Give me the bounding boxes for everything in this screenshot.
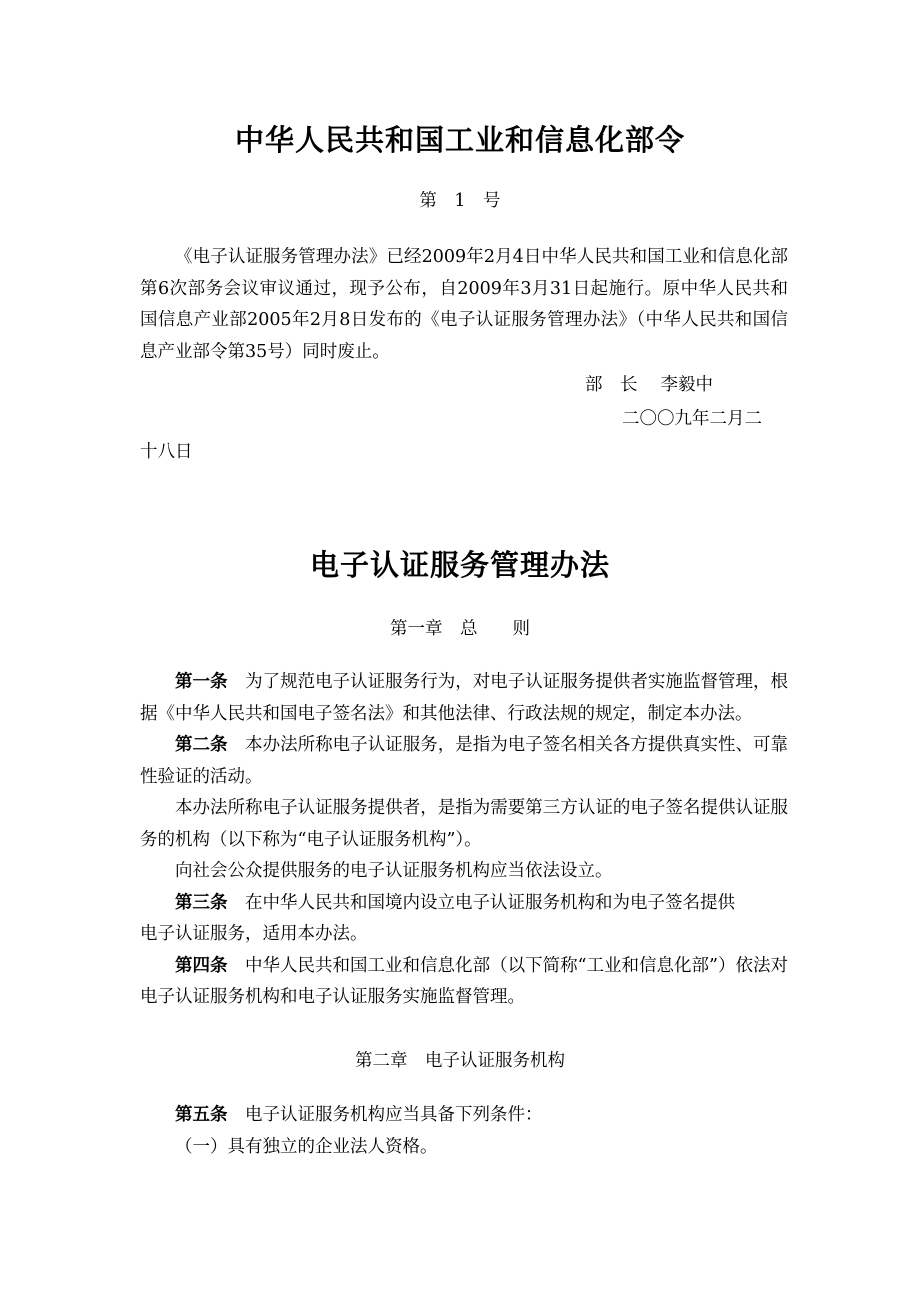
article-5-text: 电子认证服务机构应当具备下列条件： — [245, 1105, 543, 1125]
article-2-label: 第二条 — [175, 735, 228, 755]
chapter-2-heading: 第二章 电子认证服务机构 — [355, 1051, 565, 1071]
decree-text: 《电子认证服务管理办法》已经2009年2月4日中华人民共和国工业和信息化部第6次部务会议审议通过，现予公布，自2009年3月31日起施行。原中华人民共和国信息产业部2005年2月8日发布的《电子认证服务管理办法》（中华人民共和国信息产业部令第35号）同时废止。 — [140, 247, 788, 362]
article-4 — [140, 951, 788, 1014]
decree-text-block — [140, 242, 788, 368]
article-2 — [140, 730, 788, 793]
article-2-paragraph-3: 向社会公众提供服务的电子认证服务机构应当依法设立。 — [175, 861, 613, 881]
article-2-text: 本办法所称电子认证服务，是指为电子签名相关各方提供真实性、可靠性验证的活动。 — [140, 735, 789, 787]
article-3-line-2: 电子认证服务，适用本办法。 — [140, 924, 368, 944]
article-5-label: 第五条 — [175, 1105, 228, 1125]
article-1-text: 为了规范电子认证服务行为，对电子认证服务提供者实施监督管理，根据《中华人民共和国电子签名法》和其他法律、行政法规的规定，制定本办法。 — [140, 672, 789, 724]
regulation-title: 电子认证服务管理办法 — [309, 548, 610, 582]
decree-number: 第 1 号 — [419, 191, 501, 211]
date-line-2: 十八日 — [140, 442, 193, 462]
chapter-2-body — [140, 1100, 788, 1163]
article-5-item-1: （一）具有独立的企业法人资格。 — [175, 1136, 438, 1157]
article-5 — [140, 1100, 788, 1132]
date-line-1: 二〇〇九年二月二 — [622, 409, 762, 429]
article-1 — [140, 667, 788, 730]
article-4-label: 第四条 — [175, 955, 228, 976]
chapter-1-heading: 第一章 总 则 — [390, 619, 530, 639]
article-1-label: 第一条 — [175, 672, 228, 692]
article-2-paragraph-2: 本办法所称电子认证服务提供者，是指为需要第三方认证的电子签名提供认证服务的机构（以下称为“电子认证服务机构”）。 — [140, 798, 788, 850]
article-3-line-1: 在中华人民共和国境内设立电子认证服务机构和为电子签名提供 — [245, 892, 735, 913]
decree-title: 中华人民共和国工业和信息化部令 — [234, 123, 685, 157]
chapter-1-body — [140, 667, 788, 1014]
article-3 — [140, 888, 788, 920]
article-4-text: 中华人民共和国工业和信息化部（以下简称“工业和信息化部”）依法对电子认证服务机构和电子认证服务实施监督管理。 — [140, 955, 789, 1007]
signature-line: 部 长 李毅中 — [585, 375, 714, 395]
article-3-label: 第三条 — [175, 892, 228, 913]
